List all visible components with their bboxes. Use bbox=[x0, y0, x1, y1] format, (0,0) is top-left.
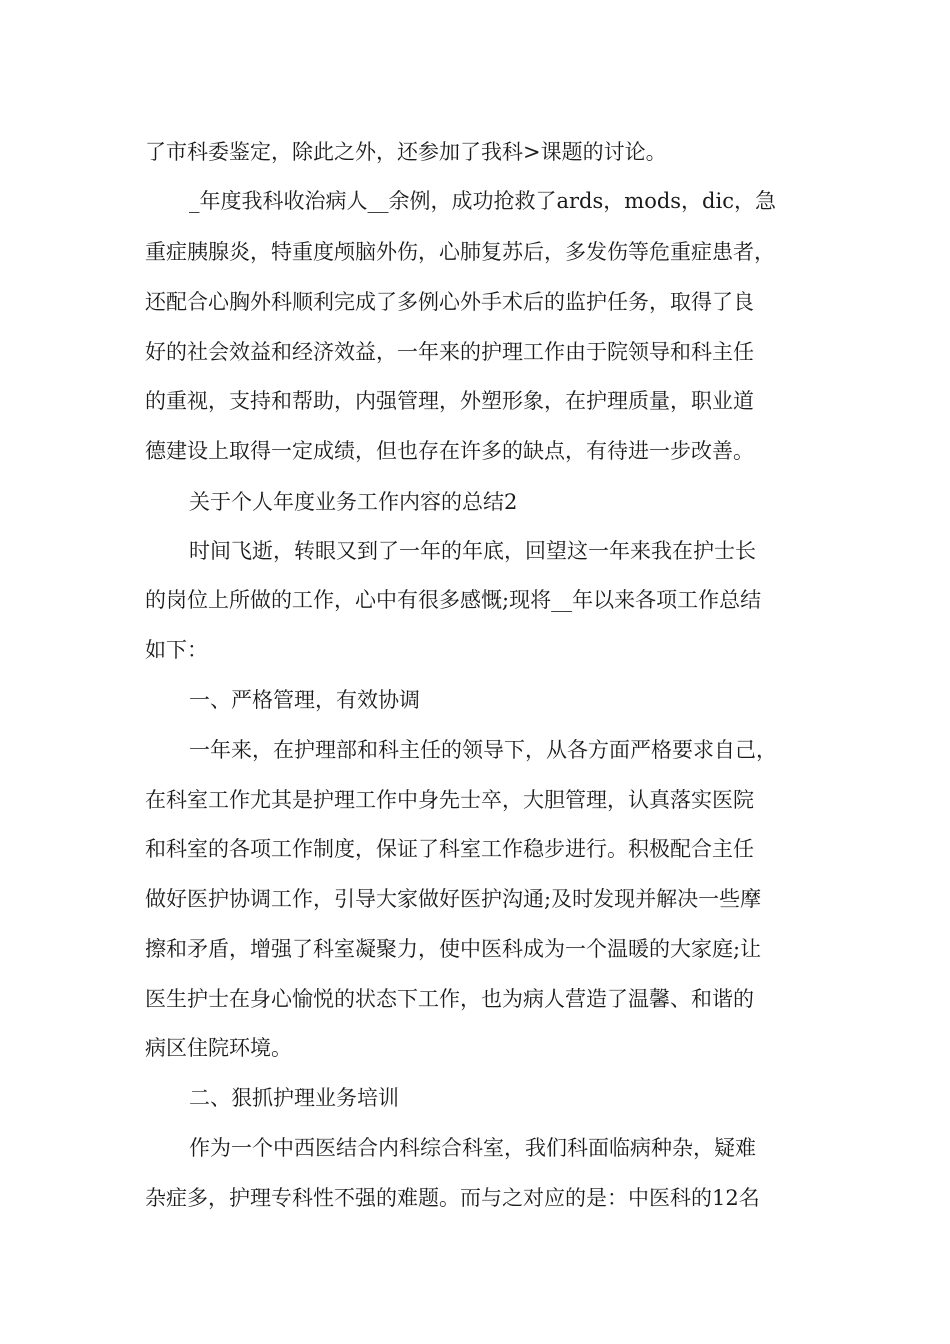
body-text-line: 和科室的各项工作制度，保证了科室工作稳步进行。积极配合主任 bbox=[145, 837, 754, 861]
body-text-line: 了市科委鉴定，除此之外，还参加了我科>课题的讨论。 bbox=[145, 140, 667, 164]
paragraph-first-line: _年度我科收治病人__余例，成功抢救了ards，mods，dic，急 bbox=[189, 189, 776, 213]
body-text-line: 如下： bbox=[145, 638, 208, 662]
paragraph-first-line: 时间飞逝，转眼又到了一年的年底，回望这一年来我在护士长 bbox=[189, 539, 756, 563]
subsection-heading: 一、严格管理，有效协调 bbox=[189, 688, 420, 712]
body-text-line: 擦和矛盾，增强了科室凝聚力，使中医科成为一个温暖的大家庭;让 bbox=[145, 937, 762, 961]
body-text-line: 还配合心胸外科顺利完成了多例心外手术后的监护任务，取得了良 bbox=[145, 290, 754, 314]
body-text-line: 好的社会效益和经济效益，一年来的护理工作由于院领导和科主任 bbox=[145, 340, 754, 364]
body-text-line: 的重视，支持和帮助，内强管理，外塑形象，在护理质量，职业道 bbox=[145, 389, 754, 413]
body-text-line: 重症胰腺炎，特重度颅脑外伤，心肺复苏后，多发伤等危重症患者， bbox=[145, 240, 775, 264]
body-text-line: 德建设上取得一定成绩，但也存在许多的缺点，有待进一步改善。 bbox=[145, 439, 754, 463]
body-text-line: 在科室工作尤其是护理工作中身先士卒，大胆管理，认真落实医院 bbox=[145, 788, 754, 812]
paragraph-first-line: 一年来，在护理部和科主任的领导下，从各方面严格要求自己， bbox=[189, 738, 777, 762]
subsection-heading: 二、狠抓护理业务培训 bbox=[189, 1086, 399, 1110]
paragraph-first-line: 作为一个中西医结合内科综合科室，我们科面临病种杂，疑难 bbox=[189, 1136, 756, 1160]
body-text-line: 的岗位上所做的工作，心中有很多感慨;现将__年以来各项工作总结 bbox=[145, 588, 762, 612]
body-text-line: 病区住院环境。 bbox=[145, 1036, 292, 1060]
body-text-line: 杂症多，护理专科性不强的难题。而与之对应的是：中医科的12名 bbox=[145, 1186, 760, 1210]
section-title: 关于个人年度业务工作内容的总结2 bbox=[189, 490, 518, 514]
body-text-line: 做好医护协调工作，引导大家做好医护沟通;及时发现并解决一些摩 bbox=[145, 887, 762, 911]
body-text-line: 医生护士在身心愉悦的状态下工作，也为病人营造了温馨、和谐的 bbox=[145, 987, 754, 1011]
